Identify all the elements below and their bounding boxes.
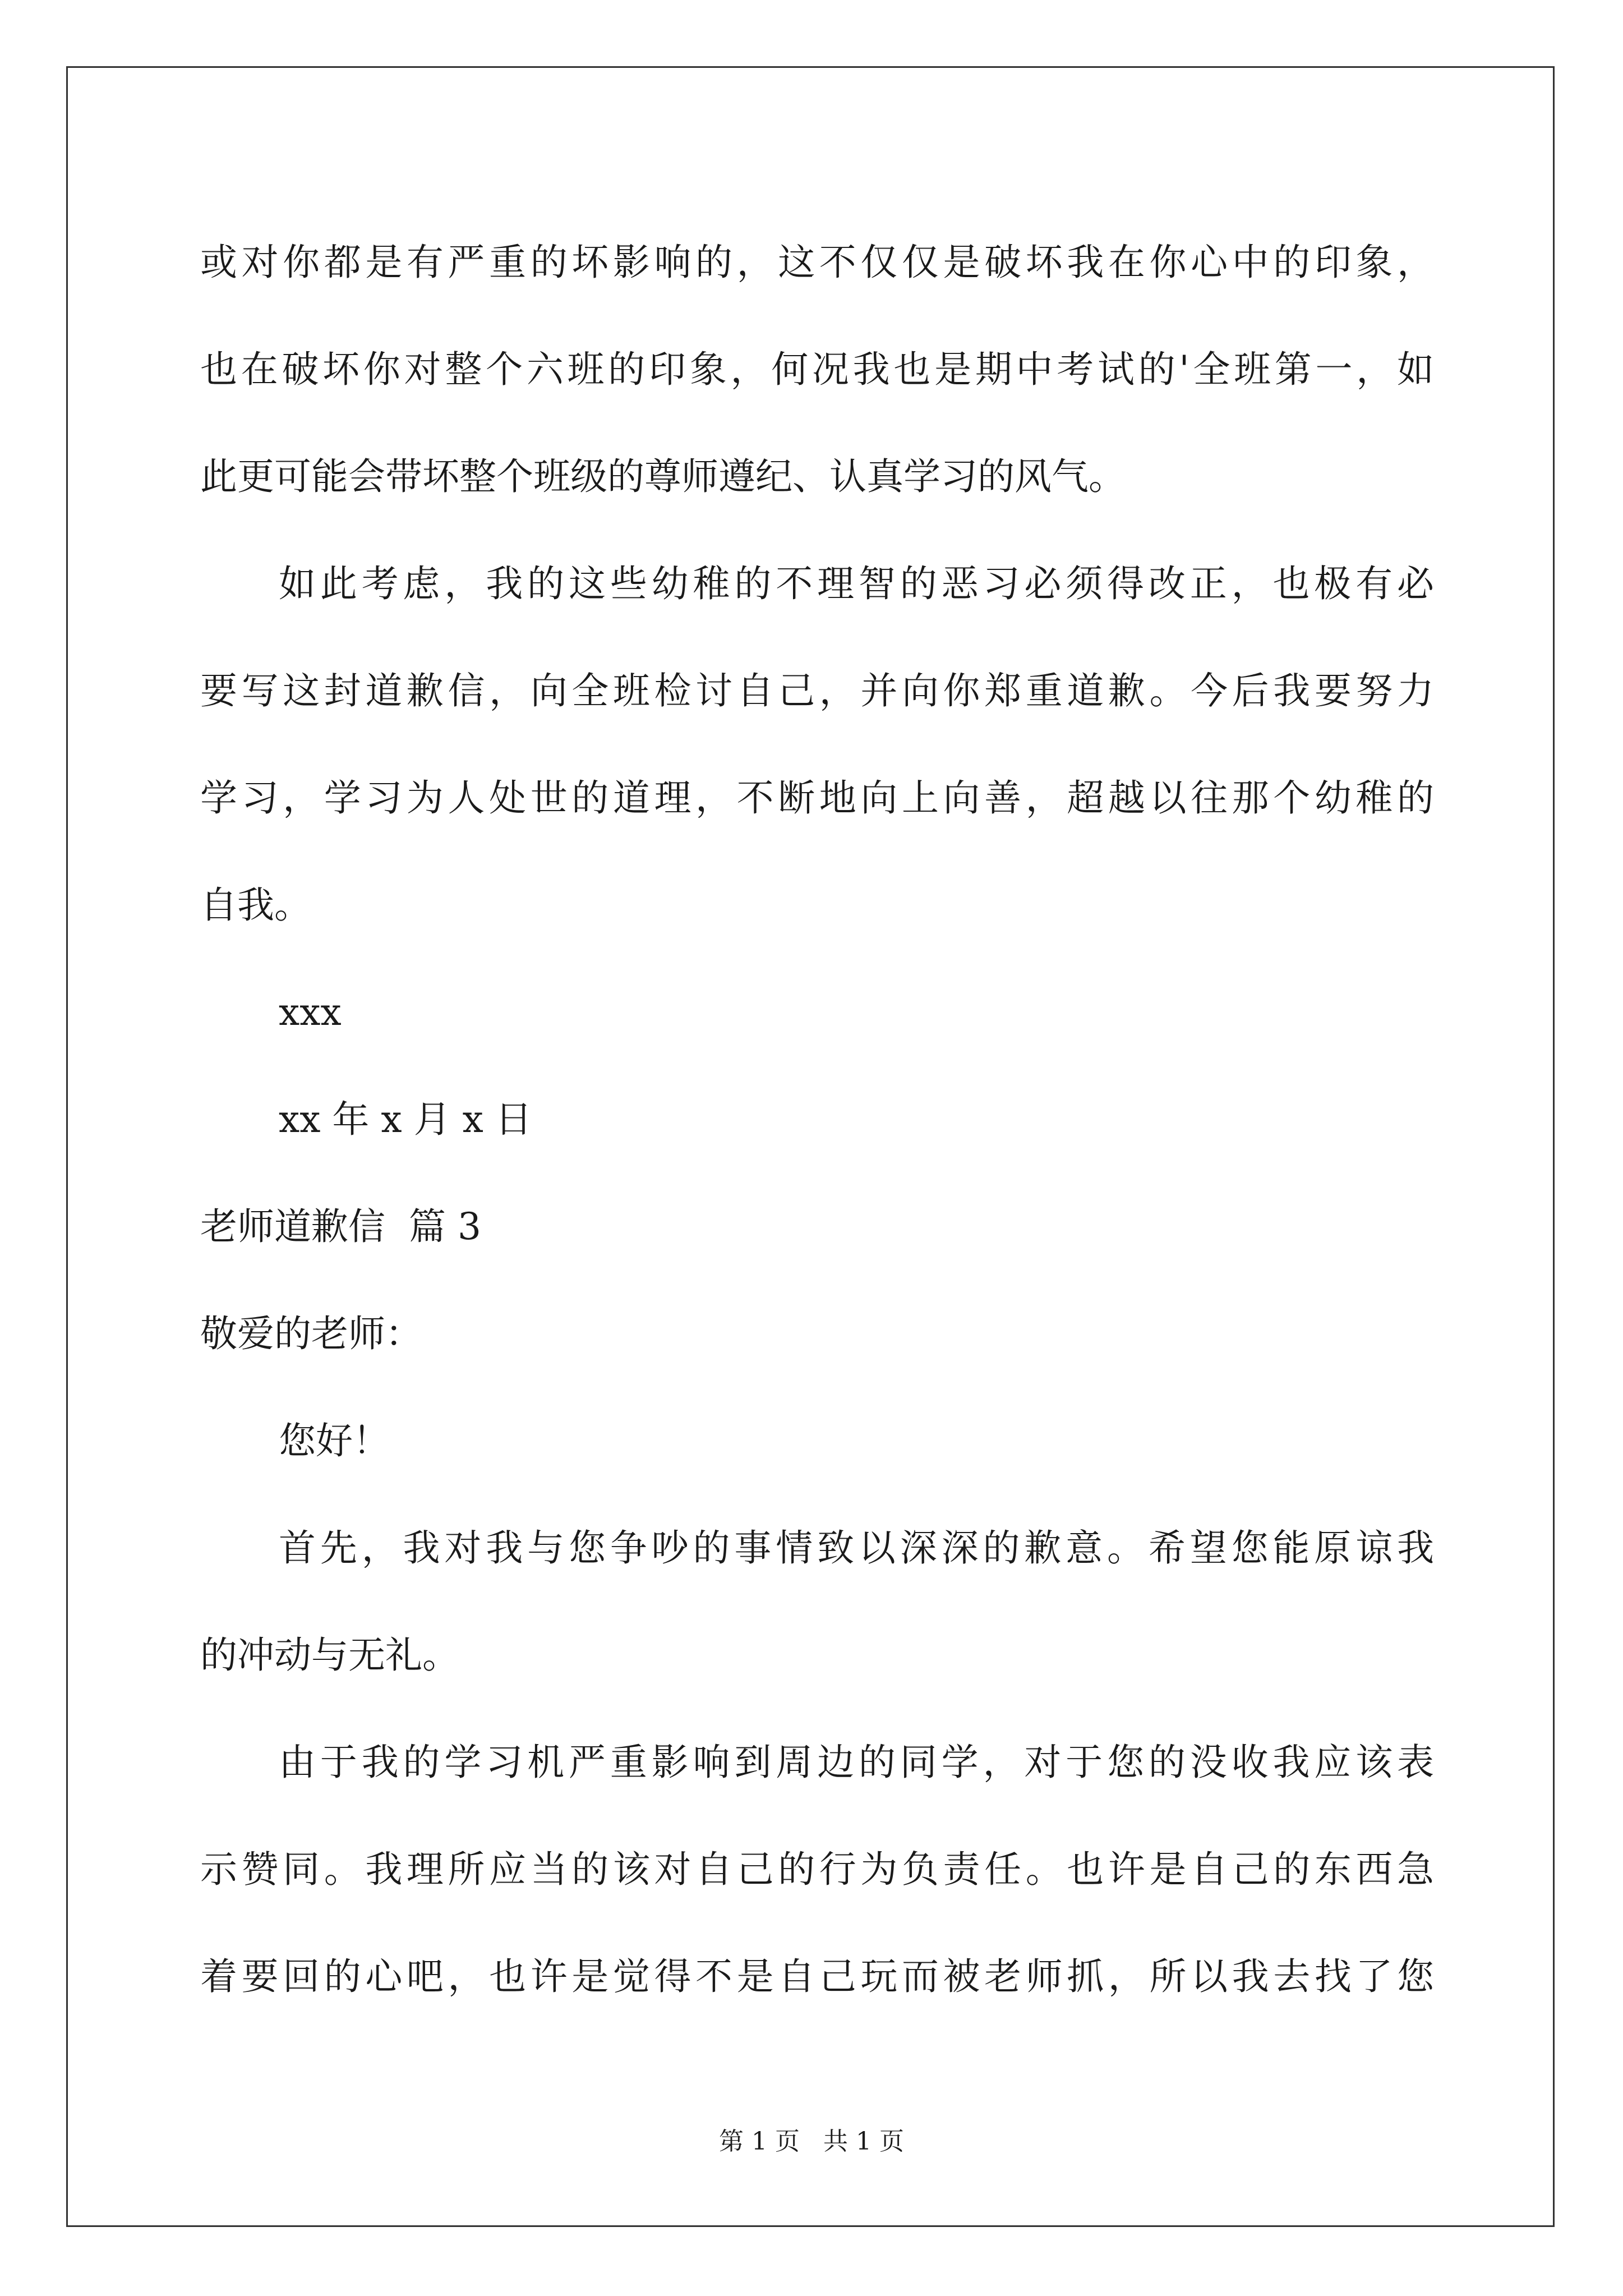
paragraph-2-line-1: 如此考虑，我的这些幼稚的不理智的恶习必须得改正，也极有必 [279, 562, 1434, 605]
salutation: 敬爱的老师： [200, 1312, 422, 1355]
paragraph-2-line-4: 自我。 [200, 884, 311, 927]
paragraph-4-line-1: 由于我的学习机严重影响到周边的同学，对于您的没收我应该表 [279, 1741, 1434, 1784]
page-footer [0, 2125, 1623, 2159]
page-number: 第 1 页 共 1 页 [719, 2127, 904, 2156]
greeting: 您好！ [279, 1419, 390, 1462]
signature: xxx [279, 991, 342, 1034]
paragraph-4-line-2: 示赞同。我理所应当的该对自己的行为负责任。也许是自己的东西急 [200, 1848, 1434, 1891]
paragraph-2-line-2: 要写这封道歉信，向全班检讨自己，并向你郑重道歉。今后我要努力 [200, 669, 1434, 712]
paragraph-3-line-1: 首先，我对我与您争吵的事情致以深深的歉意。希望您能原谅我 [279, 1526, 1434, 1570]
section-title: 老师道歉信 篇 3 [200, 1205, 481, 1248]
date: xx 年 x 月 x 日 [279, 1098, 532, 1141]
paragraph-3-line-2: 的冲动与无礼。 [200, 1634, 459, 1677]
paragraph-1-line-3: 此更可能会带坏整个班级的尊师遵纪、认真学习的风气。 [200, 455, 1126, 498]
document-body [200, 209, 1434, 2030]
paragraph-1-line-1: 或对你都是有严重的坏影响的，这不仅仅是破坏我在你心中的印象， [200, 241, 1434, 284]
paragraph-2-line-3: 学习，学习为人处世的道理，不断地向上向善，超越以往那个幼稚的 [200, 776, 1434, 820]
paragraph-1-line-2: 也在破坏你对整个六班的印象，何况我也是期中考试的'全班第一，如 [200, 348, 1434, 391]
paragraph-4-line-3: 着要回的心吧，也许是觉得不是自己玩而被老师抓，所以我去找了您 [200, 1955, 1434, 1998]
